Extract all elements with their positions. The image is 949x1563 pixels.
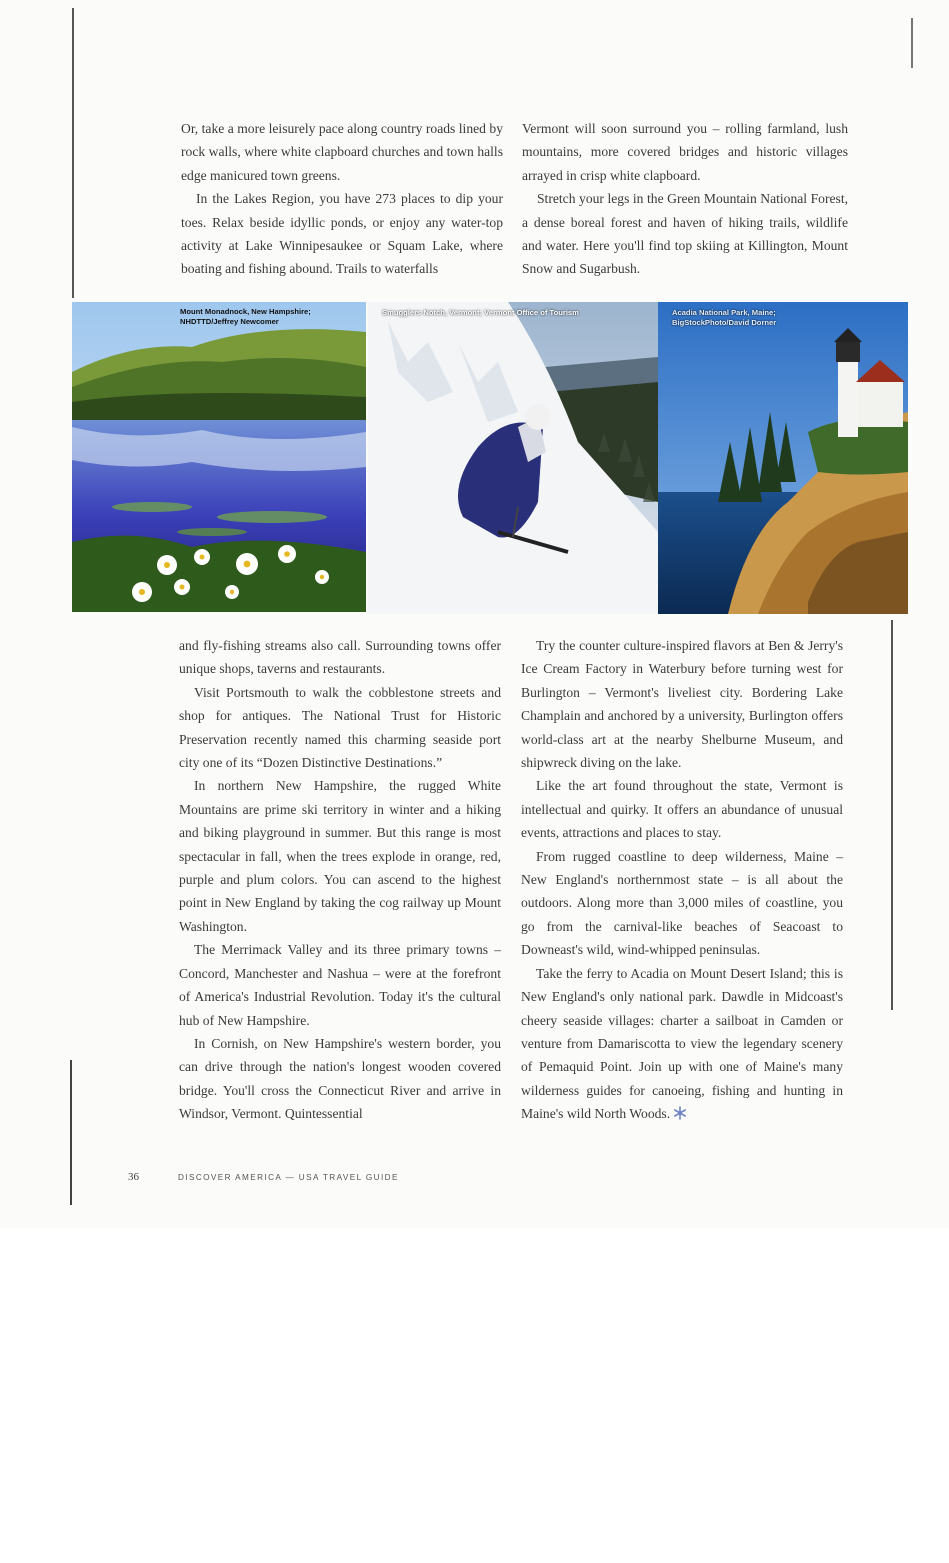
page-edge-line	[891, 620, 893, 1010]
paragraph: and fly-fishing streams also call. Surrounding towns offer unique shops, taverns and restaurants.	[179, 638, 501, 677]
paragraph: Stretch your legs in the Green Mountain National Forest, a dense boreal forest and haven of hiking trails, wildlife and water. Here you'll find top skiing at Killington, Mount Snow and Sugarbush.	[522, 191, 848, 277]
photo-mount-monadnock	[72, 302, 366, 612]
article-column-bottom-right	[521, 634, 843, 1126]
photo-caption: Mount Monadnock, New Hampshire; NHDTTD/Jeffrey Newcomer	[180, 307, 311, 326]
photo-caption: Smugglers Notch, Vermont; Vermont Office of Tourism	[382, 308, 579, 317]
article-column-top-left	[181, 117, 503, 281]
paragraph: Or, take a more leisurely pace along country roads lined by rock walls, where white clapboard churches and town halls edge manicured town greens.	[181, 121, 503, 183]
paragraph	[521, 962, 843, 1126]
paragraph-text: Take the ferry to Acadia on Mount Desert Island; this is New England's only national park. Dawdle in Midcoast's cheery seaside villages: charter a sailboat in Camden or venture from Damariscotta to view the legendary scenery of Pemaquid Point. Join up with one of Maine's many wilderness guides for canoeing, fishing and hunting in Maine's wild North Woods.	[521, 965, 843, 1122]
photo-acadia-lighthouse	[658, 302, 908, 614]
photo-caption: Acadia National Park, Maine; BigStockPhoto/David Dorner	[672, 308, 777, 327]
page-number: 36	[128, 1171, 139, 1183]
paragraph: Like the art found throughout the state, Vermont is intellectual and quirky. It offers an abundance of unusual events, attractions and places to stay.	[521, 778, 843, 841]
paragraph: In the Lakes Region, you have 273 places to dip your toes. Relax beside idyllic ponds, or enjoy any water-top activity at Lake Winnipesaukee or Squam Lake, where boating and fishing abound. Trails to waterfalls	[181, 191, 503, 277]
photo-strip	[72, 302, 908, 614]
paragraph: Vermont will soon surround you – rolling farmland, lush mountains, more covered bridges and historic villages arrayed in crisp white clapboard.	[522, 121, 848, 183]
page-edge-line	[70, 1060, 72, 1205]
article-column-top-right	[522, 117, 848, 281]
photo-smugglers-notch	[368, 302, 658, 614]
page-edge-line	[72, 8, 74, 298]
running-footer: DISCOVER AMERICA — USA TRAVEL GUIDE	[178, 1173, 399, 1182]
paragraph: Try the counter culture-inspired flavors at Ben & Jerry's Ice Cream Factory in Waterbury before turning west for Burlington – Vermont's liveliest city. Bordering Lake Champlain and anchored by a university, Burlington offers world-class art at the nearby Shelburne Museum, and shipwreck diving on the lake.	[521, 638, 843, 771]
paragraph: The Merrimack Valley and its three primary towns – Concord, Manchester and Nashua – were at the forefront of America's Industrial Revolution. Today it's the cultural hub of New Hampshire.	[179, 942, 501, 1028]
paragraph: In Cornish, on New Hampshire's western border, you can drive through the nation's longest wooden covered bridge. You'll cross the Connecticut River and arrive in Windsor, Vermont. Quintessential	[179, 1035, 501, 1122]
paragraph: From rugged coastline to deep wilderness, Maine – New England's northernmost state – is all about the outdoors. Along more than 3,000 miles of coastline, you go from the carnival-like beaches of Seacoast to Downeast's wild, wind-whipped peninsulas.	[521, 848, 843, 958]
page-edge-line	[911, 18, 913, 68]
article-column-bottom-left	[179, 634, 501, 1126]
snowflake-icon	[673, 1106, 687, 1120]
paragraph: In northern New Hampshire, the rugged White Mountains are prime ski territory in winter and a hiking and biking playground in summer. But this range is most spectacular in fall, when the trees explode in orange, red, purple and plum colors. You can ascend to the highest point in New England by taking the cog railway up Mount Washington.	[179, 778, 501, 934]
paragraph: Visit Portsmouth to walk the cobblestone streets and shop for antiques. The National Trust for Historic Preservation recently named this charming seaside port city one of its “Dozen Distinctive Destinations.”	[179, 684, 501, 771]
